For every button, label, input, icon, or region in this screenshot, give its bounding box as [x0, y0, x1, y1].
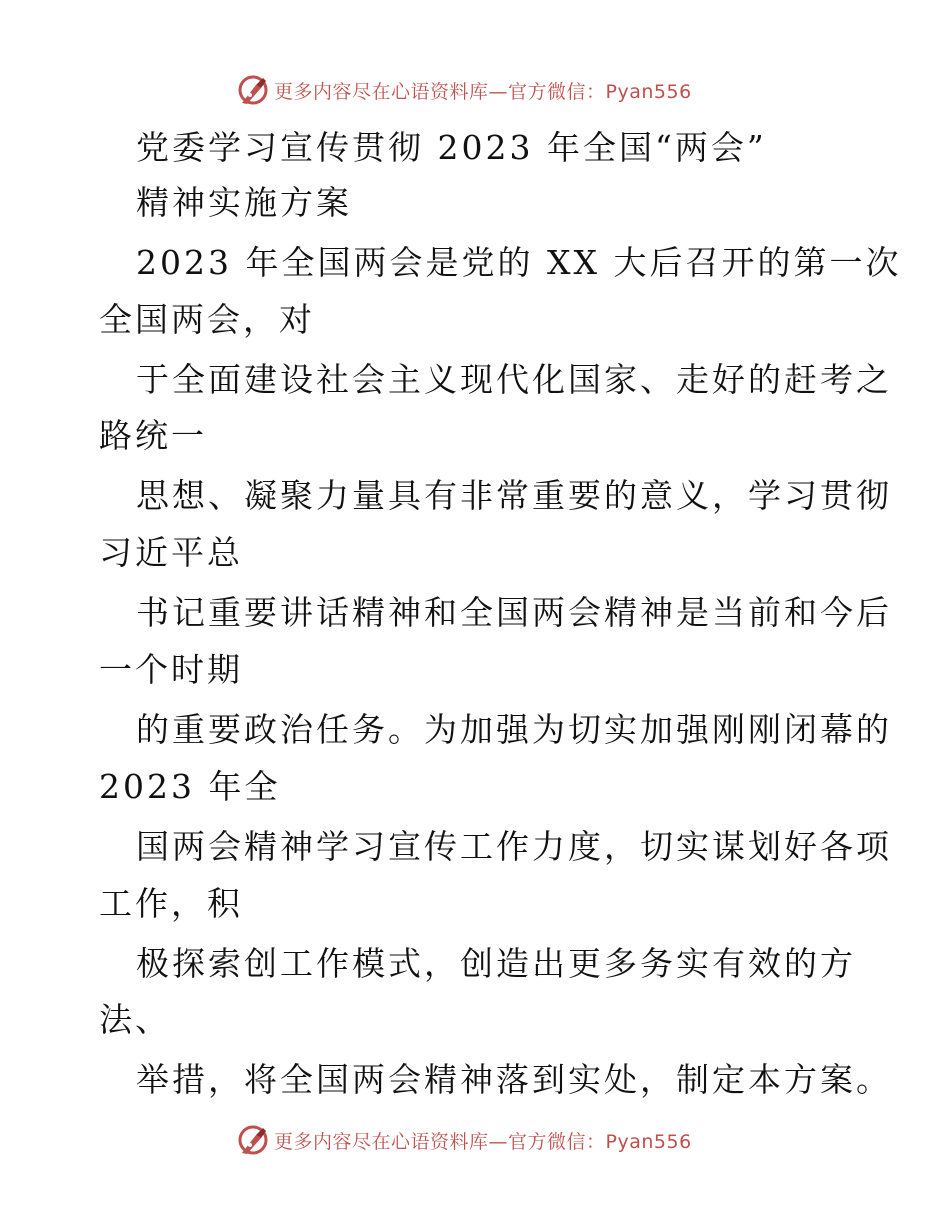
doc-line: 书记重要讲话精神和全国两会精神是当前和今后: [136, 593, 892, 632]
doc-line: 2023 年全国两会是党的 XX 大后召开的第一次: [136, 243, 902, 282]
doc-line: 的重要政治任务。为加强为切实加强刚刚闭幕的: [136, 710, 892, 749]
footer-watermark: [236, 1122, 692, 1158]
doc-line: 极探索创工作模式，创造出更多务实有效的方: [136, 944, 856, 983]
doc-line: 2023 年全: [99, 767, 281, 806]
doc-line: 举措，将全国两会精神落到实处，制定本方案。: [136, 1060, 892, 1099]
doc-line: 全国两会，对: [99, 300, 315, 339]
pen-logo-icon: [236, 73, 270, 107]
doc-line: 党委学习宣传贯彻 2023 年全国“两会”: [136, 128, 767, 167]
doc-line: 法、: [99, 1000, 171, 1039]
pen-logo-icon: [236, 1123, 270, 1157]
watermark-text: 更多内容尽在心语资料库—官方微信：Pyan556: [274, 1130, 692, 1153]
doc-line: 于全面建设社会主义现代化国家、走好的赶考之: [136, 360, 892, 399]
doc-line: 习近平总: [99, 533, 243, 572]
doc-line: 一个时期: [99, 650, 243, 689]
header-watermark: [236, 72, 692, 108]
doc-line: 思想、凝聚力量具有非常重要的意义，学习贯彻: [136, 476, 892, 515]
doc-line: 国两会精神学习宣传工作力度，切实谋划好各项: [136, 827, 892, 866]
watermark-text: 更多内容尽在心语资料库—官方微信：Pyan556: [274, 80, 692, 103]
doc-line: 工作，积: [99, 884, 243, 923]
doc-line: 路统一: [99, 416, 207, 455]
doc-line: 精神实施方案: [136, 183, 352, 222]
